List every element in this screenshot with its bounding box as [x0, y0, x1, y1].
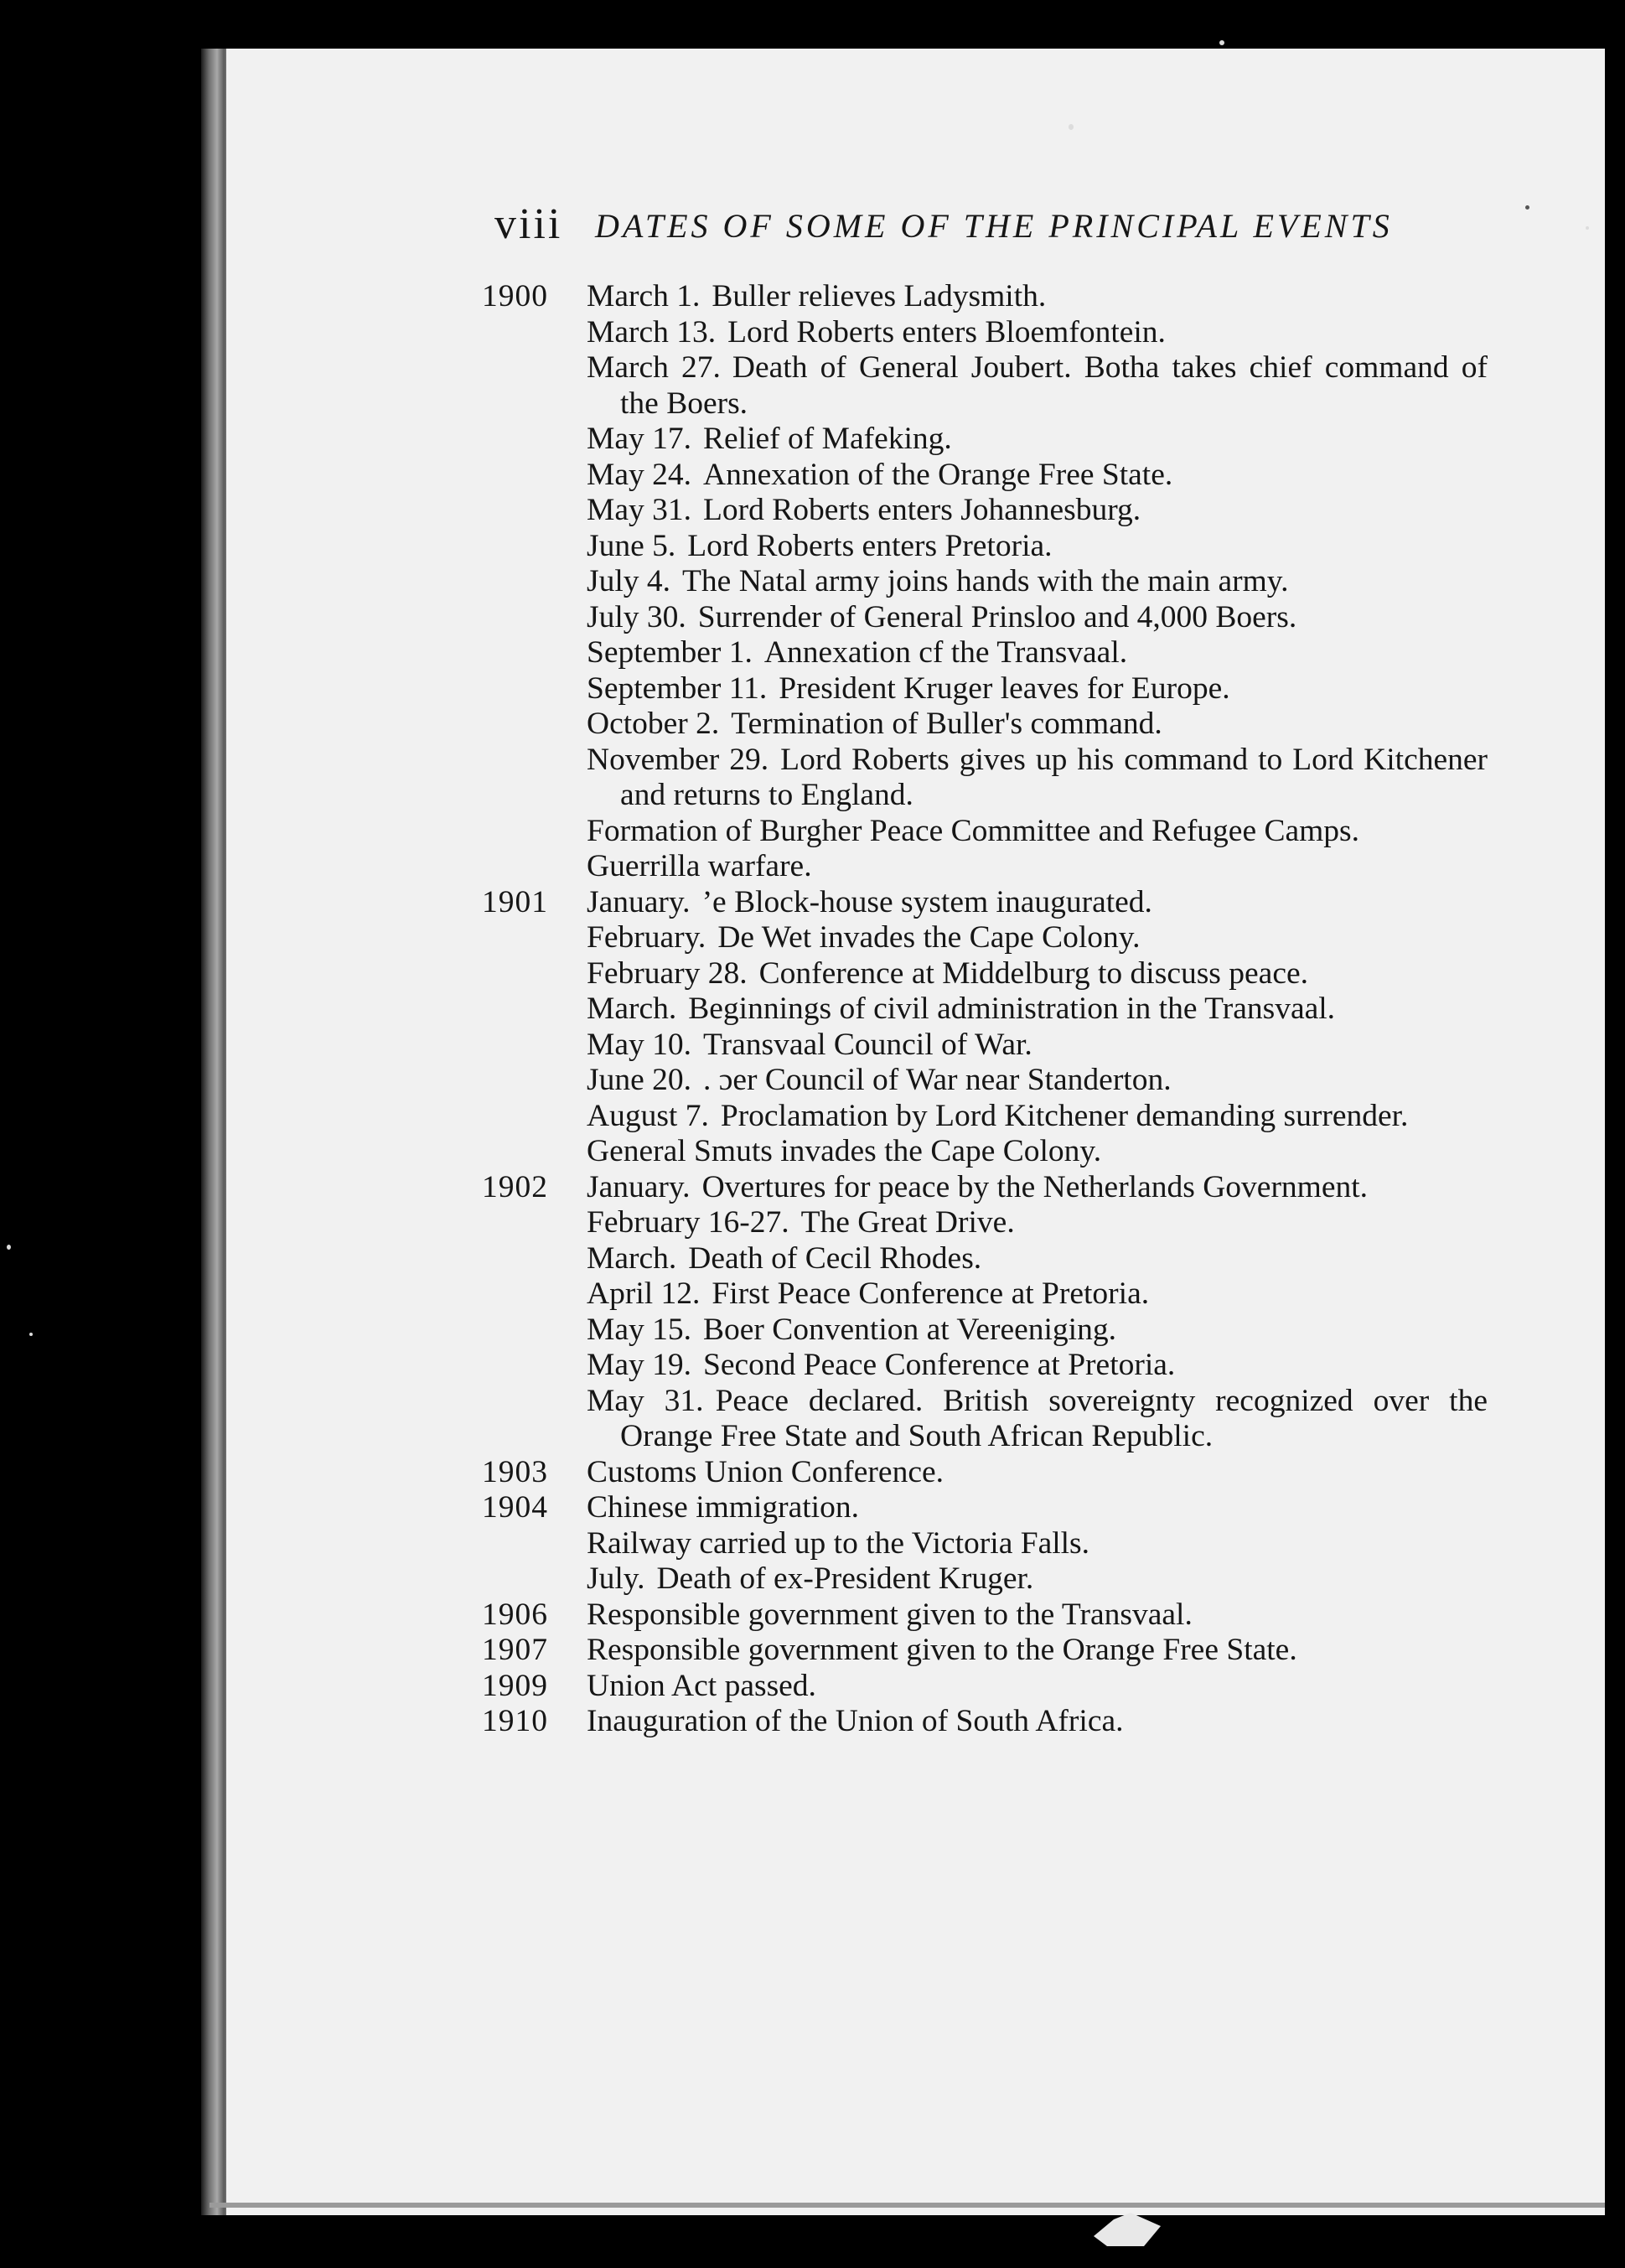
event-entry — [587, 635, 1488, 671]
event-description: Death of General Joubert. Botha takes chief command of the Boers. — [620, 350, 1488, 421]
event-date: March. — [587, 1240, 677, 1276]
event-description: Guerrilla warfare. — [587, 849, 812, 883]
running-head-title: DATES OF SOME OF THE PRINCIPAL EVENTS — [595, 207, 1393, 245]
event-description: Proclamation by Lord Kitchener demanding surrender. — [720, 1098, 1409, 1133]
event-entry — [587, 1276, 1488, 1313]
event-entry — [587, 1490, 1488, 1526]
page-header — [494, 199, 1550, 258]
year-label: 1906 — [482, 1597, 548, 1632]
event-date: February 28. — [587, 955, 748, 991]
event-description: Union Act passed. — [587, 1668, 816, 1703]
year-block — [482, 1170, 1488, 1455]
event-date: May 31. — [587, 1383, 704, 1418]
event-entry — [587, 529, 1488, 565]
event-description: Railway carried up to the Victoria Falls. — [587, 1525, 1090, 1561]
page-tab-mark — [1094, 2213, 1161, 2246]
year-label: 1903 — [482, 1454, 548, 1489]
event-date: May 24. — [587, 457, 691, 492]
event-date: July 4. — [587, 564, 671, 598]
event-description: Responsible government given to the Orange Free State. — [587, 1633, 1297, 1667]
event-description: The Great Drive. — [800, 1205, 1015, 1240]
event-entry — [587, 1669, 1488, 1705]
year-label: 1910 — [482, 1704, 548, 1738]
event-entry — [587, 1526, 1488, 1562]
event-entry — [587, 564, 1488, 600]
dust-speck — [1219, 40, 1224, 45]
dust-speck — [29, 1333, 33, 1336]
event-description: Inauguration of the Union of South Africa. — [587, 1704, 1124, 1738]
event-date: July. — [587, 1561, 645, 1596]
event-description: Second Peace Conference at Pretoria. — [703, 1348, 1176, 1382]
event-date: August 7. — [587, 1098, 709, 1133]
year-label: 1901 — [482, 884, 548, 919]
event-date: March. — [587, 992, 677, 1026]
event-description: Termination of Buller's command. — [731, 707, 1162, 741]
event-date: March 13. — [587, 314, 717, 350]
event-entry — [587, 992, 1488, 1028]
event-description: First Peace Conference at Pretoria. — [712, 1276, 1150, 1311]
event-date: May 10. — [587, 1027, 691, 1062]
event-description: De Wet invades the Cape Colony. — [717, 920, 1141, 955]
event-entry — [587, 315, 1488, 351]
event-entry — [587, 350, 1488, 422]
event-description: Formation of Burgher Peace Committee and Refugee Camps. — [587, 813, 1360, 848]
year-label: 1904 — [482, 1490, 548, 1525]
event-description: Overtures for peace by the Netherlands Government. — [701, 1169, 1369, 1204]
event-entry — [587, 1704, 1488, 1740]
event-description: ʼe Block-house system inaugurated. — [701, 884, 1152, 919]
event-description: Lord Roberts enters Johannesburg. — [703, 493, 1141, 527]
event-date: April 12. — [587, 1276, 701, 1311]
year-label: 1900 — [482, 279, 548, 313]
event-description: Annexation of the Orange Free State. — [703, 457, 1173, 492]
event-entry — [587, 1099, 1488, 1135]
dust-speck — [1069, 124, 1074, 130]
event-date: June 20. — [587, 1063, 691, 1097]
event-entry — [587, 1028, 1488, 1064]
event-entry — [587, 1313, 1488, 1349]
event-date: July 30. — [587, 599, 686, 634]
event-entry — [587, 1348, 1488, 1384]
chronology-list — [482, 279, 1488, 1740]
event-description: Conference at Middelburg to discuss peace. — [758, 955, 1308, 991]
event-description: Surrender of General Prinsloo and 4,000 Boers. — [697, 599, 1297, 634]
event-entry — [587, 1170, 1488, 1206]
event-date: March 27. — [587, 350, 721, 385]
year-label: 1909 — [482, 1668, 548, 1703]
event-description: Chinese immigration. — [587, 1490, 859, 1525]
event-date: September 11. — [587, 671, 768, 706]
year-block — [482, 1455, 1488, 1491]
event-entry — [587, 1063, 1488, 1099]
event-description: Death of ex-President Kruger. — [656, 1561, 1034, 1596]
page-number: viii — [494, 200, 563, 248]
event-entry — [587, 1561, 1488, 1597]
dust-speck — [7, 1245, 11, 1250]
event-description: Lord Roberts enters Bloemfontein. — [727, 314, 1166, 350]
event-date: May 17. — [587, 422, 691, 456]
event-description: President Kruger leaves for Europe. — [779, 671, 1230, 706]
event-entry — [587, 707, 1488, 743]
event-entry — [587, 1205, 1488, 1241]
event-entry — [587, 885, 1488, 921]
event-description: Transvaal Council of War. — [703, 1027, 1032, 1062]
event-description: General Smuts invades the Cape Colony. — [587, 1134, 1102, 1168]
event-date: January. — [587, 884, 691, 919]
event-entry — [587, 1384, 1488, 1455]
year-block — [482, 1704, 1488, 1740]
event-description: Annexation cf the Transvaal. — [763, 635, 1128, 670]
event-description: . ɔer Council of War near Standerton. — [703, 1063, 1172, 1097]
event-description: Lord Roberts enters Pretoria. — [687, 528, 1053, 563]
year-block — [482, 1633, 1488, 1669]
event-entry — [587, 956, 1488, 992]
year-block — [482, 279, 1488, 885]
dust-speck — [1586, 226, 1589, 230]
event-date: May 19. — [587, 1348, 691, 1382]
year-block — [482, 1597, 1488, 1634]
event-entry — [587, 1633, 1488, 1669]
year-block — [482, 1490, 1488, 1597]
event-description: Boer Convention at Vereeniging. — [703, 1312, 1116, 1347]
event-description: Customs Union Conference. — [587, 1454, 944, 1489]
event-description: Responsible government given to the Transvaal. — [587, 1597, 1193, 1632]
event-description: Buller relieves Ladysmith. — [712, 279, 1047, 313]
event-date: January. — [587, 1169, 691, 1204]
event-entry — [587, 1597, 1488, 1634]
event-entry — [587, 422, 1488, 458]
event-description: The Natal army joins hands with the main army. — [682, 564, 1289, 598]
event-description: Lord Roberts gives up his command to Lord Kitchener and returns to England. — [620, 742, 1488, 812]
event-entry — [587, 671, 1488, 707]
event-date: June 5. — [587, 528, 676, 563]
event-entry — [587, 458, 1488, 494]
event-entry — [587, 600, 1488, 636]
event-entry — [587, 1134, 1488, 1170]
event-description: Death of Cecil Rhodes. — [688, 1240, 982, 1276]
event-description: Relief of Mafeking. — [703, 422, 952, 456]
page-bottom-edge — [210, 2203, 1605, 2208]
event-entry — [587, 920, 1488, 956]
year-label: 1907 — [482, 1633, 548, 1667]
event-date: November 29. — [587, 742, 769, 777]
event-entry — [587, 1241, 1488, 1277]
event-description: Peace declared. British sovereignty recognized over the Orange Free State and South African Republic. — [620, 1383, 1488, 1453]
event-date: October 2. — [587, 707, 720, 741]
event-date: September 1. — [587, 635, 753, 670]
event-date: March 1. — [587, 279, 701, 313]
year-block — [482, 885, 1488, 1170]
year-label: 1902 — [482, 1169, 548, 1204]
event-date: May 31. — [587, 493, 691, 527]
event-description: Beginnings of civil administration in the Transvaal. — [688, 992, 1336, 1026]
event-entry — [587, 743, 1488, 814]
year-block — [482, 1669, 1488, 1705]
event-date: February 16-27. — [587, 1205, 789, 1240]
event-entry — [587, 1455, 1488, 1491]
event-entry — [587, 814, 1488, 850]
event-entry — [587, 279, 1488, 315]
event-date: February. — [587, 920, 706, 955]
event-date: May 15. — [587, 1312, 691, 1347]
event-entry — [587, 493, 1488, 529]
event-entry — [587, 849, 1488, 885]
